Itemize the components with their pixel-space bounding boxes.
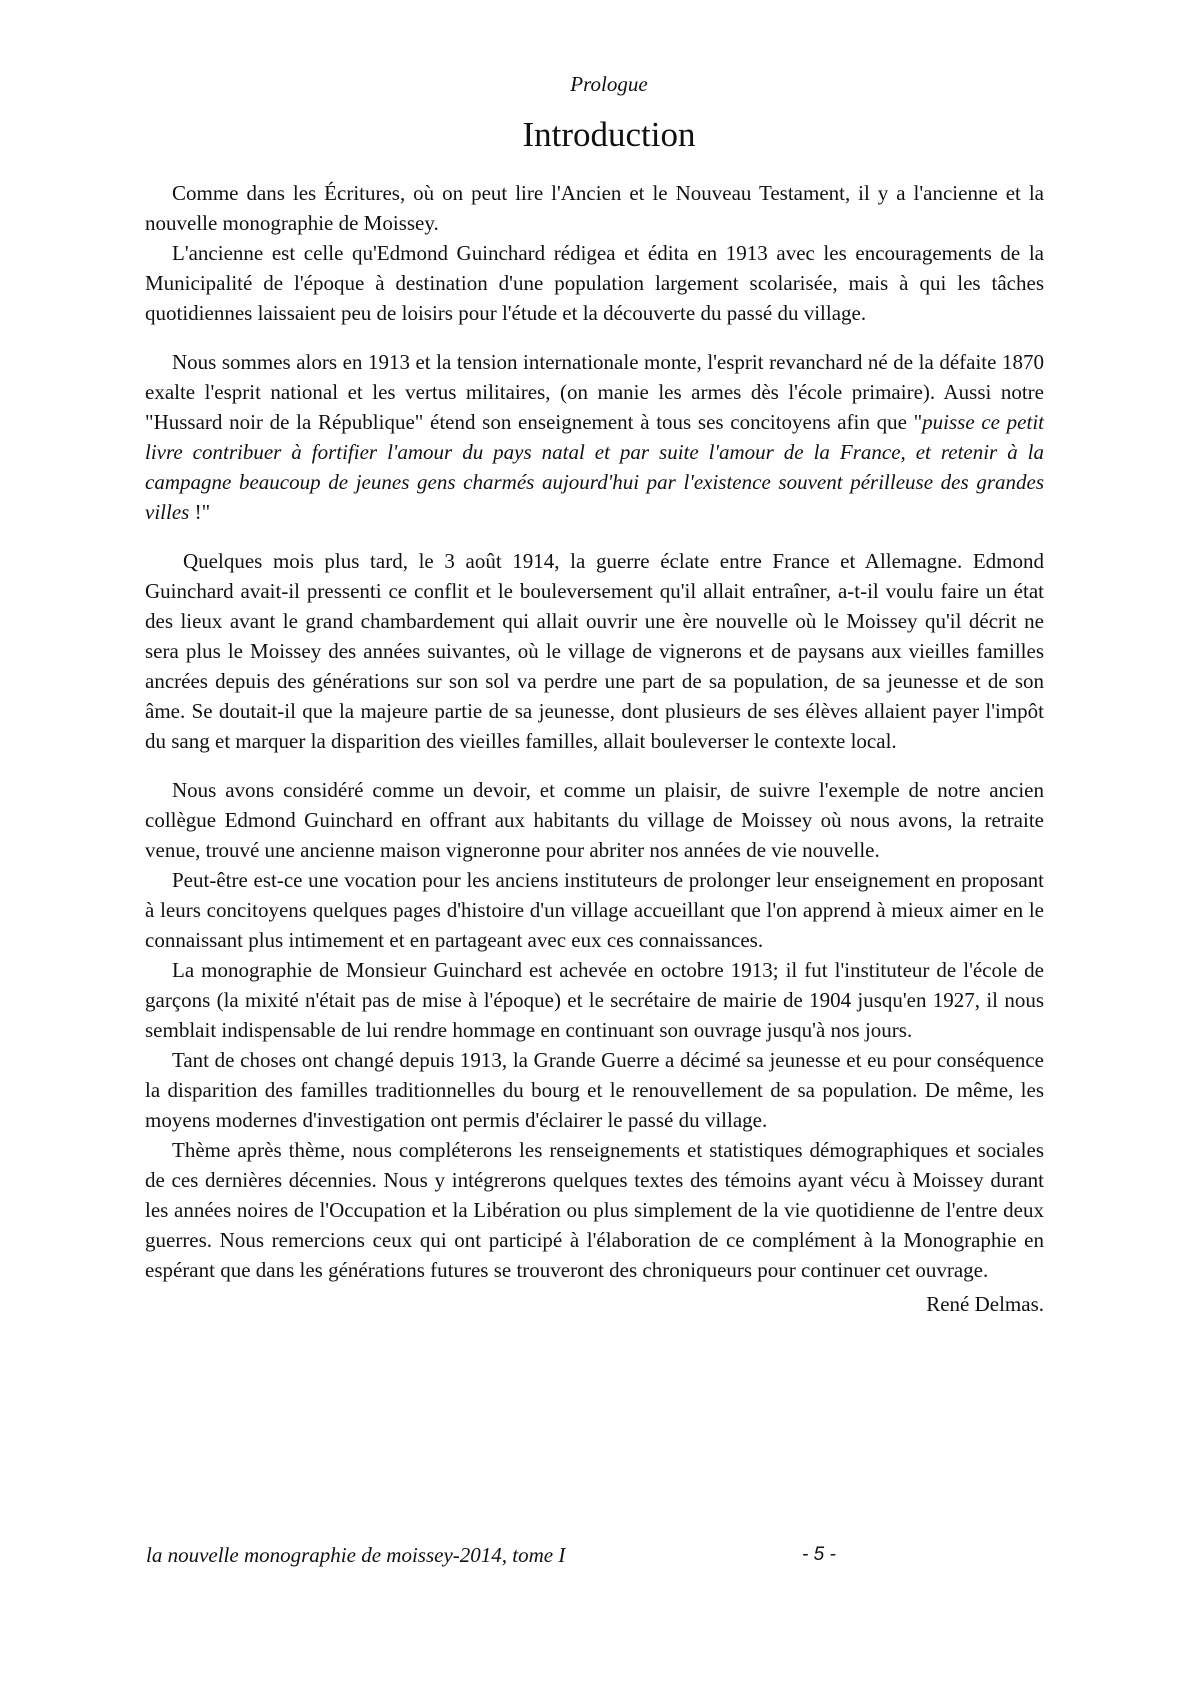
paragraph-2: L'ancienne est celle qu'Edmond Guinchard rédigea et édita en 1913 avec les encouragements de la Municipalité de l'époque à destination d'une population largement scolarisée, mais à qui les tâches quotidiennes laissaient peu de loisirs pour l'étude et la découverte du passé du village. bbox=[145, 241, 1044, 325]
section-label: Prologue bbox=[570, 72, 648, 96]
body-text bbox=[145, 178, 1044, 1319]
footer-book-title: la nouvelle monographie de moissey-2014, tome I bbox=[146, 1543, 566, 1567]
paragraph-3-text: Nous sommes alors en 1913 et la tension internationale monte, l'esprit revanchard né de la défaite 1870 exalte l'esprit national et les vertus militaires, (on manie les armes dès l'école primaire). Aussi notre "Hussard noir de la République" étend son enseignement à tous ses concitoyens afin que " bbox=[145, 350, 1044, 434]
page-footer bbox=[146, 1540, 1046, 1570]
paragraph-7: La monographie de Monsieur Guinchard est achevée en octobre 1913; il fut l'instituteur de l'école de garçons (la mixité n'était pas de mise à l'époque) et le secrétaire de mairie de 1904 jusqu'en 1927, il nous semblait indispensable de lui rendre hommage en continuant son ouvrage jusqu'à nos jours. bbox=[145, 958, 1044, 1042]
paragraph-1: Comme dans les Écritures, où on peut lire l'Ancien et le Nouveau Testament, il y a l'ancienne et la nouvelle monographie de Moissey. bbox=[145, 181, 1044, 235]
paragraph-3 bbox=[145, 347, 1044, 527]
paragraph-9: Thème après thème, nous compléterons les renseignements et statistiques démographiques et sociales de ces dernières décennies. Nous y intégrerons quelques textes des témoins ayant vécu à Moissey durant les années noires de l'Occupation et la Libération ou plus simplement de la vie quotidienne de l'entre deux guerres. Nous remercions ceux qui ont participé à l'élaboration de ce complément à la Monographie en espérant que dans les générations futures se trouveront des chroniqueurs pour continuer cet ouvrage. bbox=[145, 1138, 1044, 1282]
paragraph-5: Nous avons considéré comme un devoir, et comme un plaisir, de suivre l'exemple de notre ancien collègue Edmond Guinchard en offrant aux habitants du village de Moissey où nous avons, la retraite venue, trouvé une ancienne maison vigneronne pour abriter nos années de vie nouvelle. bbox=[145, 778, 1044, 862]
author-signature: René Delmas. bbox=[926, 1292, 1044, 1316]
paragraph-4: Quelques mois plus tard, le 3 août 1914, la guerre éclate entre France et Allemagne. Edmond Guinchard avait-il pressenti ce conflit et le bouleversement qu'il allait entraîner, a-t-il voulu faire un état des lieux avant le grand chambardement qui allait ouvrir une ère nouvelle où le Moissey qu'il décrit ne sera plus le Moissey des années suivantes, où le village de vignerons et de paysans aux vieilles familles ancrées depuis des générations sur son sol va perdre une part de sa population, de sa jeunesse et de son âme. Se doutait-il que la majeure partie de sa jeunesse, dont plusieurs de ses élèves allaient payer l'impôt du sang et marquer la disparition des vieilles familles, allait bouleverser le contexte local. bbox=[145, 549, 1044, 753]
paragraph-3-ending: !" bbox=[189, 500, 211, 524]
paragraph-6: Peut-être est-ce une vocation pour les anciens instituteurs de prolonger leur enseignement en proposant à leurs concitoyens quelques pages d'histoire d'un village accueillant que l'on apprend à mieux aimer en le connaissant plus intimement et en partageant avec eux ces connaissances. bbox=[145, 868, 1044, 952]
paragraph-8: Tant de choses ont changé depuis 1913, la Grande Guerre a décimé sa jeunesse et eu pour conséquence la disparition des familles traditionnelles du bourg et le renouvellement de sa population. De même, les moyens modernes d'investigation ont permis d'éclairer le passé du village. bbox=[145, 1048, 1044, 1132]
page-title: Introduction bbox=[522, 115, 696, 154]
guinchard-quote: puisse ce petit livre contribuer à fortifier l'amour du pays natal et par suite l'amour de la France, et retenir à la campagne beaucoup de jeunes gens charmés aujourd'hui par l'existence souvent périlleuse des grandes villes bbox=[145, 410, 1044, 524]
page-number: - 5 - bbox=[802, 1544, 836, 1565]
